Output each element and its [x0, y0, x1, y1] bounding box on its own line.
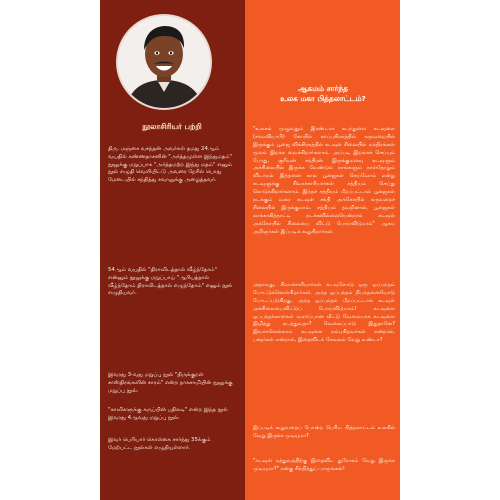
blurb-paragraph: "உலகம் முழுவதும் இரண்டாக கடந்துள்ள கடவுளை (சர்வவியாபி) கோயில் கர்ப்பகிரகத்தில் கருவறையில் இருக்கும் பூஜை விக்கிரகத்தில் கடவுள் சிலையில் மந்திரங்கள் மூலம் இறக்க வைக்கிறார்களாம். அப்படி இறங்கச் செய்யும் போது, சூரியன் சந்திரன் இருக்குமளவு கடவுளும் அச்சிலையில் இருக்க வேண்டும் நாங்களும் நாள்தோறும் விடாமல் இத்தனை கால பூஜைகள் செய்வோம் என்று கடவுளுக்கு சிவாச்சாரியார்கள் சத்தியம் செய்து கொடுக்கிறார்களாம். இந்தச் சத்தியம் மீறப்பட்டால் பூஜைகள் நடக்கும் வரை கடவுள் சக்தி அக்கோயில் கருவறைச் சிலையில் இருக்குமாம். சத்தியம் தவறினால், பூஜைகள் லாக்காகித்தாட்டி நடக்கவில்லையென்றால் கடவுள் அக்கோயில் சிலையை விட்டு போய்விடுமாம்" ஆகம அறிஞர்கள் இப்படிக் கூறுகிறார்கள்.	[253, 126, 395, 235]
blurb-paragraph: அதாவது, சிவாச்சாரியார்கள் கடவுளோடு ஒரு ஒப்பந்தம் போட்டுக்கொள்கிறார்கள். அந்த ஒப்பந்தம் நிபந்தனையோடு போடப்படுகிறது. அந்த ஒப்பந்தம் மீறப்பட்டால் கடவுள் அச்சிலையைவிட்டுப் போய்விடுமாம்! கடவுளை ஒப்பந்தக்காரர்கள் வளர்ப்பான வீட்டு வேலையாக கடவுளை இழித்து நடத்துவதா? வேலைப்பாடு இதுதானே? இவர்களெல்லாம் கடவுளை நம்புகிறவர்கள் என்றால், பக்தர்கள் என்றால், இதைவிடக் கேவலம் வேறு உண்டா?	[253, 282, 395, 344]
author-bio-paragraph: "காவிகளுக்கு கருப்பின் பதிலடி" என்ற இந்த நூல் இவரது 4ஆவது மறுப்பு நூல்.	[108, 407, 228, 421]
author-bio-paragraph: திரு. மஞ்சை வசந்தன் அவர்கள் தமது 24ஆம் வயதில் கண்ணதாசனின் "அர்த்தமுள்ள இந்துமதம்" நூலுக்கு மறுப்பாக "அர்த்தமற்ற இந்து மதம்" எனும் நூல் எழுதி வெளியிட்டு அவரை நேரில் பொது மேடையில் சந்தித்து சவாலுக்கு அழைத்தவர்.	[108, 146, 233, 184]
author-bio-paragraph: இவரது 3-வது மறுப்பு நூல் "திருக்குறள் சாஸ்திரங்களின் சாரம்" என்ற நாகசாமியின் நூலுக்கு மறுப்பு நூல்.	[108, 372, 233, 394]
author-photo	[116, 14, 212, 110]
blurb-title	[253, 84, 393, 104]
author-bio-paragraph: 54ஆம் வயதில் "திராவிடத்தால் வீழ்ந்தோம்" என்னும் நூலுக்கு மறுப்பாய் "ஆரியத்தால் வீழ்ந்தோம் திராவிடத்தால் எழுந்தோம்" எனும் நூல் எழுதியவர்.	[108, 267, 233, 297]
blurb-paragraph: "கடவுள் நத்துவத்திற்கு இதைவிட துரோகம் வேறு இருக்க முடியுமா?" நன்கு சிந்தித்துப் பாருங்கள்!	[253, 458, 395, 472]
about-author-heading: நூலாசிரியர் பற்றி	[142, 122, 202, 131]
blurb-title-line: ஆகமம் சார்ந்த	[298, 84, 348, 93]
blurb-paragraph: இப்படிக் கூறுவதைப் போன்ற பெரிய பித்தலாட்டம் உலகில் வேறு இருக்க முடியுமா?	[253, 425, 395, 439]
blurb-title-line: உலக மகா பித்தலாட்டம்?	[280, 93, 366, 103]
author-bio-paragraph: இவர் பெரியார் கொள்கை சார்ந்து 35க்கும் மேற்பட்ட நூல்கள் எழுதியுள்ளார்.	[108, 437, 211, 451]
